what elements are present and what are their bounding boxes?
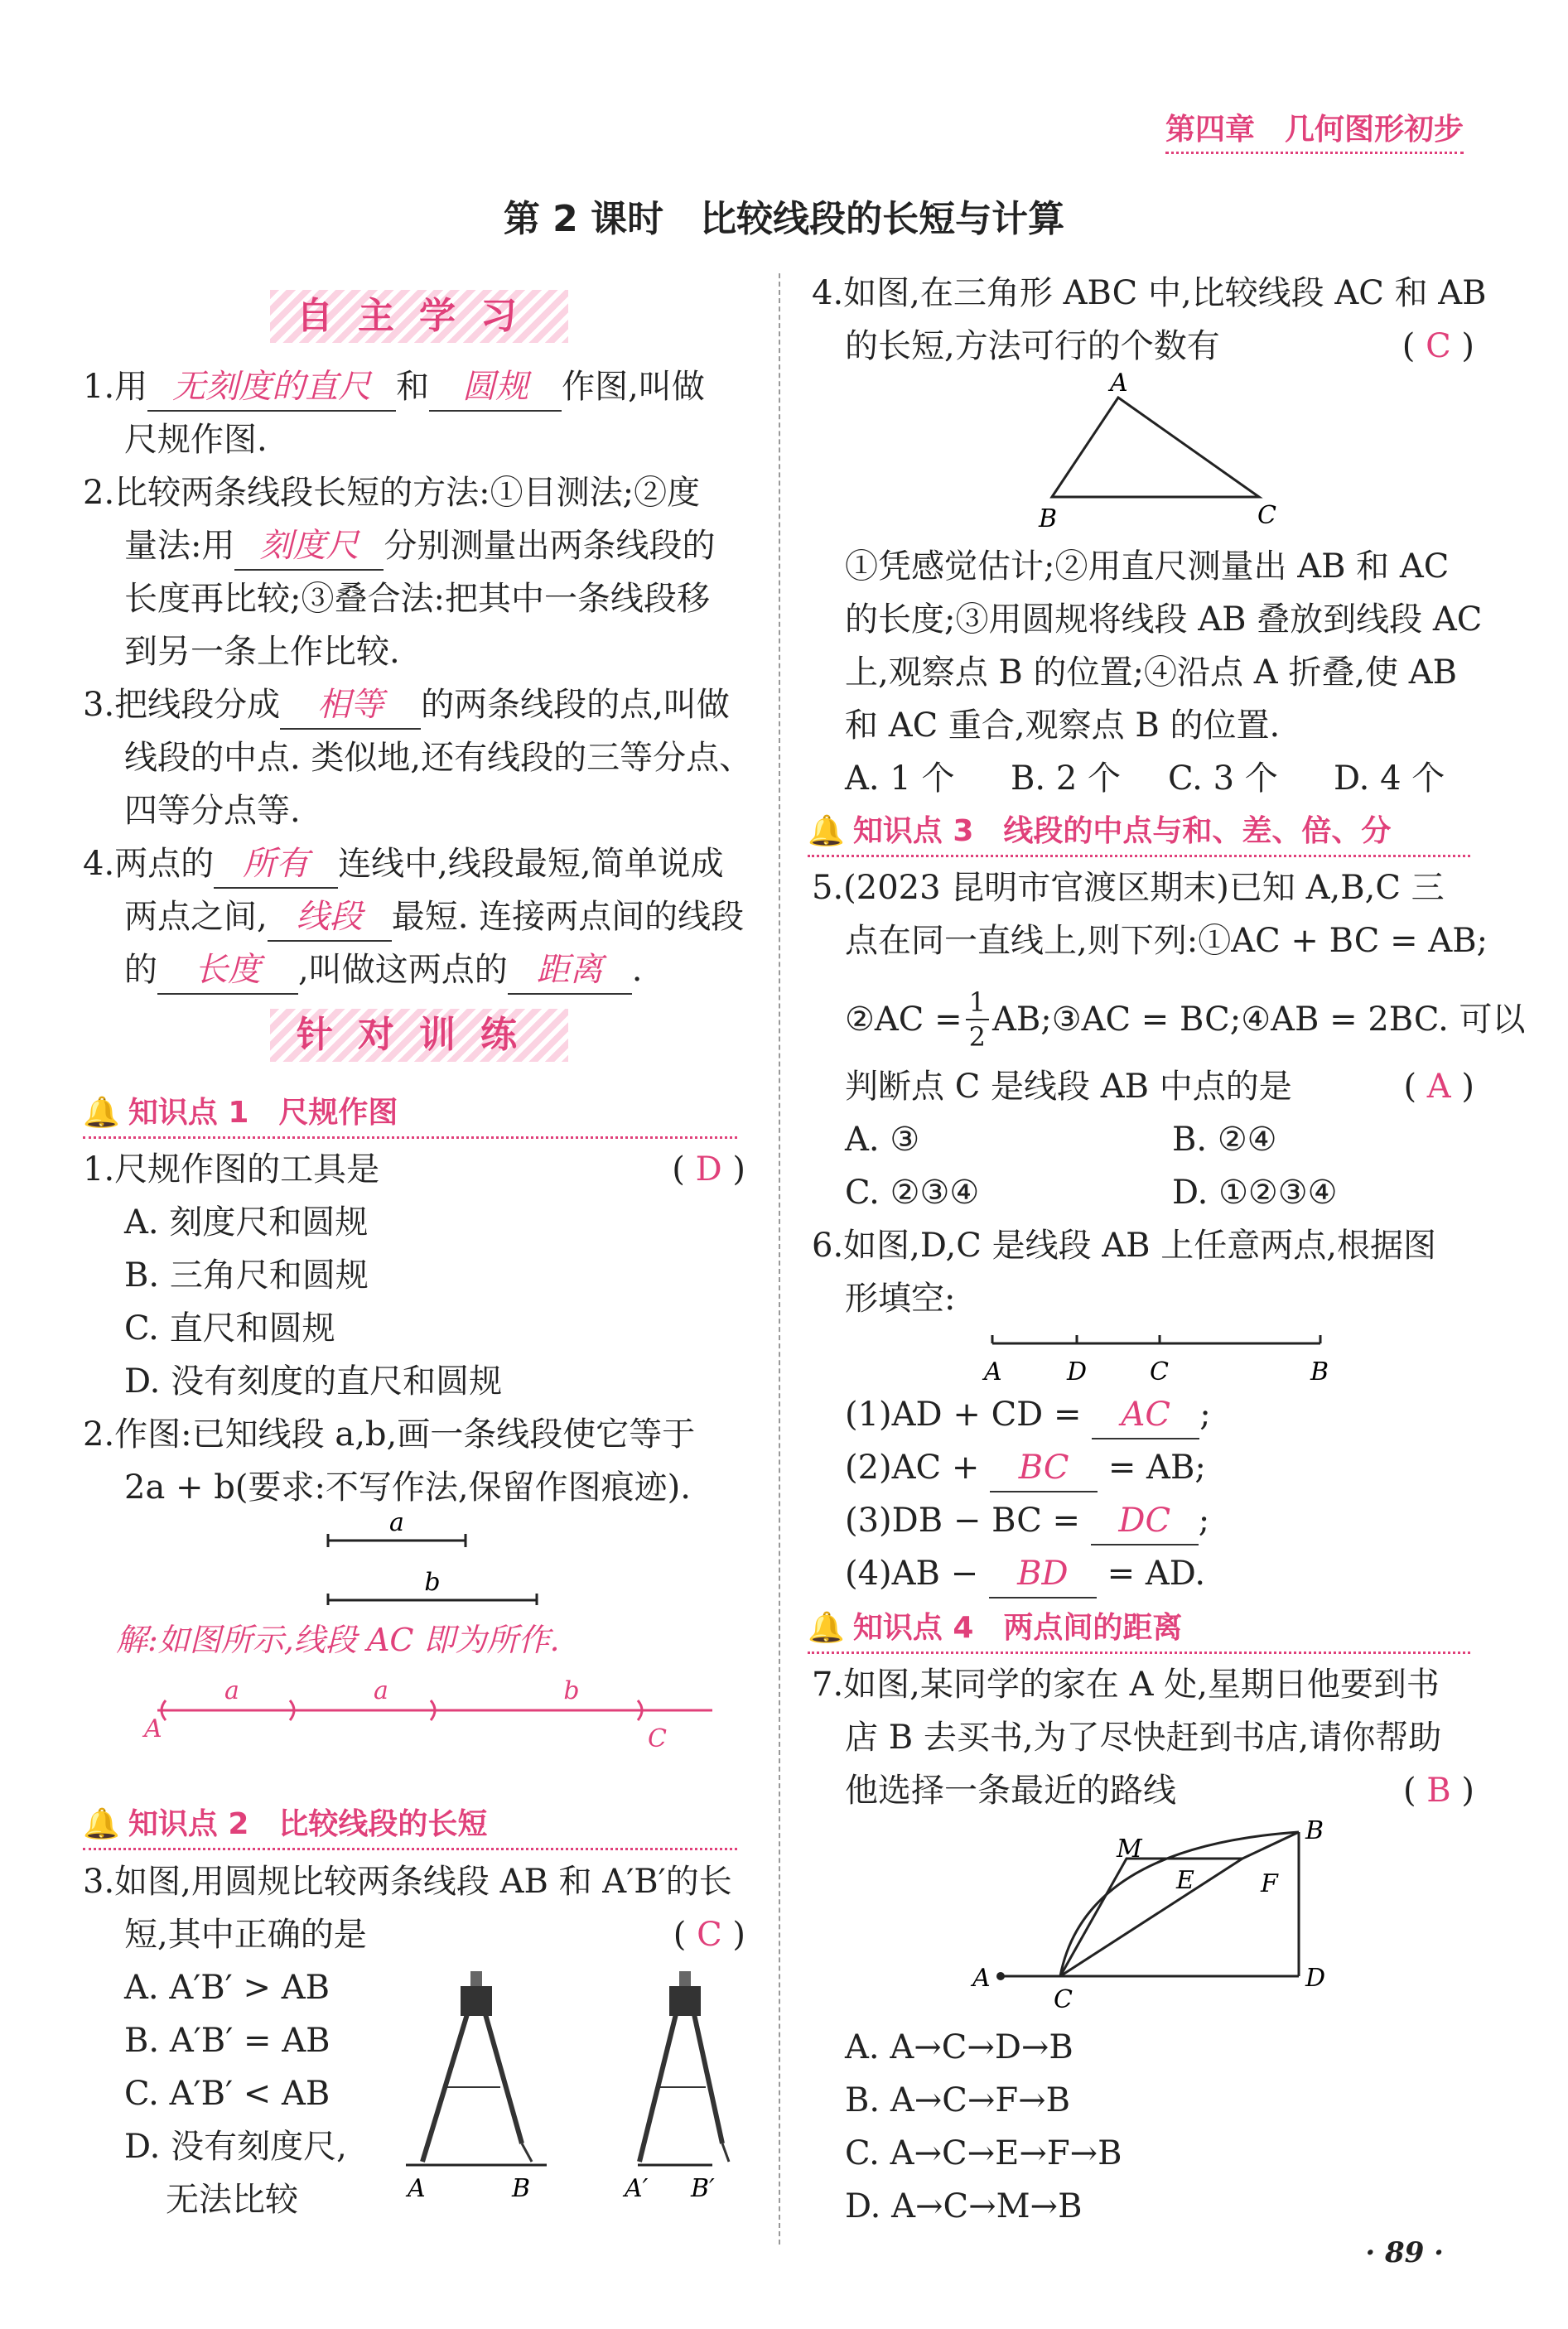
blank: 线段 (268, 894, 392, 942)
option: B. 三角尺和圆规 (124, 1256, 369, 1295)
method-line: ①凭感觉估计;②用直尺测量出 AB 和 AC (845, 547, 1450, 586)
question-5-l4: 判断点 C 是线段 AB 中点的是 ( A ) (845, 1068, 1474, 1106)
option: A. A→C→D→B (845, 2028, 1073, 2066)
study-item-1-cont: 尺规作图. (124, 421, 268, 459)
label-F: F (1261, 1869, 1278, 1898)
blank: 刻度尺 (234, 523, 384, 571)
label-M: M (1117, 1835, 1142, 1864)
study-item-2-l3: 长度再比较;③叠合法:把其中一条线段移 (124, 580, 710, 618)
question-4: 4.如图,在三角形 ABC 中,比较线段 AC 和 AB (812, 274, 1487, 312)
fill-2: (2)AC + BC = AB; (845, 1441, 1206, 1494)
bell-icon: 🔔 (83, 1807, 120, 1841)
knowledge-point-2: 🔔 知识点 2 比较线段的长短 (83, 1801, 737, 1850)
solution-figure (141, 1669, 737, 1752)
label-A: A (408, 2174, 426, 2203)
training-banner: 针对训练 (270, 1009, 568, 1062)
option: C. A′B′ < AB (124, 2075, 330, 2113)
option: A. 1 个 (845, 759, 955, 798)
question-6: 6.如图,D,C 是线段 AB 上任意两点,根据图 (812, 1227, 1436, 1265)
method-line: 上,观察点 B 的位置;④沿点 A 折叠,使 AB (845, 653, 1458, 692)
option: A. A′B′ > AB (124, 1969, 330, 2007)
question-3-l2: 短,其中正确的是 ( C ) (124, 1916, 745, 1954)
label-C: C (648, 1724, 667, 1752)
question-6-l2: 形填空: (845, 1280, 956, 1318)
question-5-l2: 点在同一直线上,则下列:①AC + BC = AB; (845, 922, 1488, 960)
column-divider (779, 273, 780, 2245)
fraction: $\frac{1}{2}$ (966, 986, 989, 1054)
label-A: A (984, 1357, 1002, 1386)
blank: BD (989, 1550, 1097, 1598)
bell-icon: 🔔 (808, 814, 845, 848)
label-B-prime: B′ (691, 2174, 715, 2203)
blank: 无刻度的直尺 (147, 364, 396, 412)
chapter-header: 第四章 几何图形初步 (1165, 106, 1464, 154)
method-line: 的长度;③用圆规将线段 AB 叠放到线段 AC (845, 600, 1483, 639)
page-title: 第 2 课时 比较线段的长短与计算 (503, 198, 1065, 240)
option: C. A→C→E→F→B (845, 2134, 1122, 2172)
knowledge-point-4: 🔔 知识点 4 两点间的距离 (808, 1605, 1470, 1654)
option: B. 2 个 (1011, 759, 1121, 798)
answer: A (1426, 1068, 1451, 1106)
blank: 相等 (280, 682, 421, 730)
label-B: B (1310, 1357, 1329, 1386)
question-4-l2: 的长短,方法可行的个数有 ( C ) (845, 327, 1474, 365)
answer: D (695, 1150, 722, 1189)
fill-3: (3)DB − BC = DC ; (845, 1494, 1209, 1547)
blank: AC (1092, 1391, 1199, 1439)
question-5: 5.(2023 昆明市官渡区期末)已知 A,B,C 三 (812, 869, 1445, 907)
question-5-l3: ②AC = $\frac{1}{2}$ AB;③AC = BC;④AB = 2BC. 可以 (845, 986, 1526, 1053)
bell-icon: 🔔 (83, 1096, 120, 1130)
blank: 长度 (157, 947, 298, 995)
study-item-4-l2: 两点之间, 线段 最短. 连接两点间的线段 (124, 890, 744, 943)
label-A-prime: A′ (625, 2174, 649, 2203)
option: C. 直尺和圆规 (124, 1309, 335, 1348)
self-study-banner: 自主学习 (270, 290, 568, 343)
option: D. 没有刻度尺, (124, 2128, 347, 2166)
option: B. A′B′ = AB (124, 2022, 330, 2060)
segments-a-b-figure (315, 1507, 563, 1607)
question-2-l2: 2a + b(要求:不写作法,保留作图痕迹). (124, 1468, 691, 1507)
label-B: B (1039, 504, 1058, 530)
label-a: a (389, 1508, 404, 1537)
option: 无法比较 (166, 2181, 298, 2219)
blank: 圆规 (429, 364, 562, 412)
blank: 所有 (214, 841, 338, 889)
knowledge-point-3: 🔔 知识点 3 线段的中点与和、差、倍、分 (808, 808, 1470, 857)
study-item-4-l3: 的 长度 ,叫做这两点的 距离 . (124, 943, 642, 996)
method-line: 和 AC 重合,观察点 B 的位置. (845, 706, 1281, 745)
option: C. 3 个 (1168, 759, 1278, 798)
study-item-2-l4: 到另一条上作比较. (124, 633, 400, 671)
label-b: b (424, 1568, 441, 1597)
study-item-4: 4.两点的 所有 连线中,线段最短,简单说成 (83, 837, 724, 890)
question-7-l3: 他选择一条最近的路线 ( B ) (845, 1772, 1474, 1810)
study-item-3: 3.把线段分成 相等 的两条线段的点,叫做 (83, 678, 730, 731)
study-item-3-l3: 四等分点等. (124, 792, 301, 830)
label-D: D (1067, 1357, 1088, 1386)
label-a: a (374, 1676, 388, 1705)
option: D. 没有刻度的直尺和圆规 (124, 1362, 503, 1401)
solution-text: 解:如图所示,线段 AC 即为所作. (116, 1622, 560, 1658)
bell-icon: 🔔 (808, 1611, 845, 1645)
study-item-2: 2.比较两条线段长短的方法:①目测法;②度 (83, 474, 701, 512)
option: D. 4 个 (1334, 759, 1445, 798)
blank: BC (990, 1444, 1098, 1492)
label-B: B (1305, 1816, 1324, 1845)
label-C: C (1150, 1357, 1169, 1386)
option: A. 刻度尺和圆规 (124, 1203, 369, 1242)
label-C: C (1054, 1985, 1073, 2013)
label-C: C (1257, 501, 1276, 530)
label-A: A (1110, 373, 1128, 398)
question-7-l2: 店 B 去买书,为了尽快赶到书店,请你帮助 (845, 1719, 1442, 1757)
question-3: 3.如图,用圆规比较两条线段 AB 和 A′B′的长 (83, 1863, 732, 1901)
option: A. ③ (845, 1121, 920, 1159)
option: D. A→C→M→B (845, 2187, 1083, 2225)
label-E: E (1176, 1866, 1194, 1895)
option: B. ②④ (1172, 1121, 1277, 1159)
label-a: a (224, 1676, 239, 1705)
page-number: · 89 · (1365, 2236, 1444, 2269)
option: C. ②③④ (845, 1174, 980, 1212)
label-A: A (972, 1964, 991, 1993)
label-b: b (563, 1676, 580, 1705)
question-1: 1.尺规作图的工具是 ( D ) (83, 1150, 745, 1189)
question-7: 7.如图,某同学的家在 A 处,星期日他要到书 (812, 1666, 1440, 1704)
option: B. A→C→F→B (845, 2081, 1071, 2119)
segment-adcb-figure (977, 1325, 1342, 1391)
knowledge-point-1: 🔔 知识点 1 尺规作图 (83, 1090, 737, 1139)
question-2: 2.作图:已知线段 a,b,画一条线段使它等于 (83, 1415, 696, 1454)
answer: C (1426, 327, 1451, 365)
triangle-figure (1027, 373, 1292, 530)
blank: DC (1091, 1497, 1199, 1545)
answer: C (697, 1916, 722, 1954)
answer: B (1426, 1772, 1451, 1810)
label-B: B (512, 2174, 531, 2203)
study-item-3-l2: 线段的中点. 类似地,还有线段的三等分点、 (124, 739, 753, 777)
blank: 距离 (508, 947, 632, 995)
option: D. ①②③④ (1172, 1174, 1338, 1212)
label-D: D (1305, 1964, 1326, 1993)
route-figure (961, 1814, 1342, 2013)
study-item-2-l2: 量法:用 刻度尺 分别测量出两条线段的 (124, 519, 715, 572)
label-A: A (144, 1714, 162, 1743)
fill-4: (4)AB − BD = AD. (845, 1547, 1205, 1600)
compass-figure (398, 1963, 745, 2203)
study-item-1: 1.用 无刻度的直尺 和 圆规 作图,叫做 (83, 360, 745, 413)
fill-1: (1)AD + CD = AC ; (845, 1388, 1211, 1441)
